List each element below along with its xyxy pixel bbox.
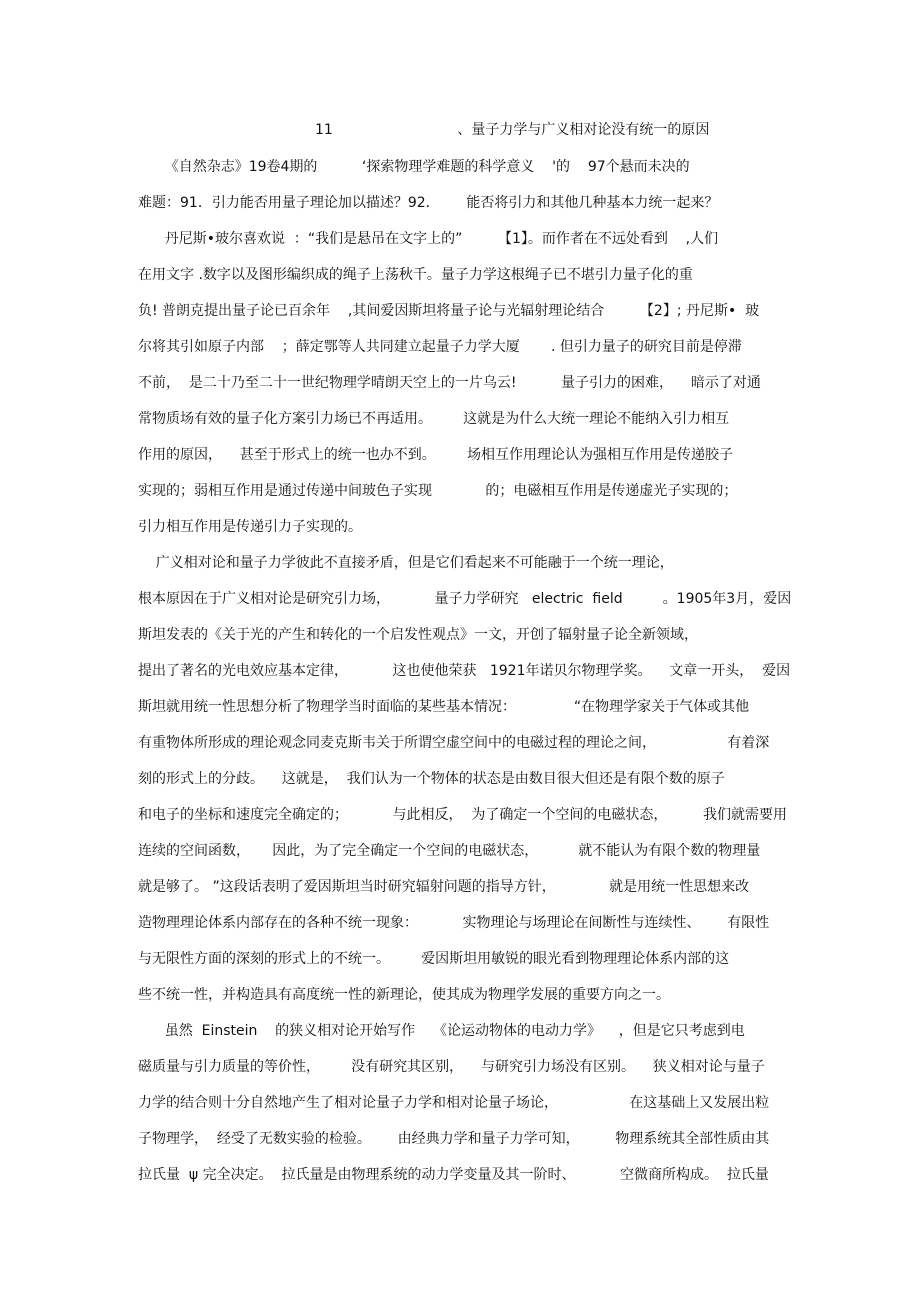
text-line: 实现的；弱相互作用是通过传递中间玻色子实现 的；电磁相互作用是传递虚光子实现的；	[138, 483, 738, 499]
text-line: 广义相对论和量子力学彼此不直接矛盾，但是它们看起来不可能融于一个统一理论，	[138, 555, 674, 571]
text-line: 不前， 是二十乃至二十一世纪物理学晴朗天空上的一片乌云! 量子引力的困难， 暗示了对通	[138, 375, 761, 391]
text-line: 些不统一性，并构造具有高度统一性的新理论，使其成为物理学发展的重要方向之一。	[138, 987, 670, 1003]
text-line: 和电子的坐标和速度完全确定的； 与此相反， 为了确定一个空间的电磁状态， 我们就需要用	[138, 807, 788, 823]
text-line: 就是够了。 ”这段话表明了爱因斯坦当时研究辐射问题的指导方针， 就是用统一性思想来改	[138, 879, 750, 895]
text-line: 拉氏量 ψ 完全决定。 拉氏量是由物理系统的动力学变量及其一阶时、 空微商所构成。 拉氏量	[138, 1167, 769, 1183]
document-title: 11 、量子力学与广义相对论没有统一的原因	[315, 122, 710, 138]
text-line: 虽然 Einstein 的狭义相对论开始写作 《论运动物体的电动力学》 ，但是它只考虑到电	[138, 1023, 745, 1039]
text-line: 难题：91．引力能否用量子理论加以描述？92． 能否将引力和其他几种基本力统一起来？	[138, 195, 719, 211]
text-line: 有重物体所形成的理论观念同麦克斯韦关于所谓空虚空间中的电磁过程的理论之间， 有着深	[138, 735, 770, 751]
text-line: 常物质场有效的量子化方案引力场已不再适用。 这就是为什么大统一理论不能纳入引力相互	[138, 411, 730, 427]
text-line: 力学的结合则十分自然地产生了相对论量子力学和相对论量子场论， 在这基础上又发展出粒	[138, 1095, 770, 1111]
text-line: 刻的形式上的分歧。 这就是， 我们认为一个物体的状态是由数目很大但还是有限个数的原子	[138, 771, 725, 787]
text-line: 引力相互作用是传递引力子实现的。	[138, 519, 362, 535]
text-line: 《自然杂志》19卷4期的 ‘探索物理学难题的科学意义 '的 97个悬而未决的	[138, 159, 690, 175]
text-line: 作用的原因， 甚至于形式上的统一也办不到。 场相互作用理论认为强相互作用是传递胶子	[138, 447, 733, 463]
text-line: 负! 普朗克提出量子论已百余年 ,其间爱因斯坦将量子论与光辐射理论结合 【2】; 丹尼斯• 玻	[138, 303, 760, 319]
text-line: 斯坦就用统一性思想分析了物理学当时面临的某些基本情况： “在物理学家关于气体或其他	[138, 699, 750, 715]
text-line: 在用文字 .数字以及图形编织成的绳子上荡秋千。量子力学这根绳子已不堪引力量子化的重	[138, 267, 693, 283]
text-line: 提出了著名的光电效应基本定律， 这也使他荣获 1921年诺贝尔物理学奖。 文章一开头， 爱因	[138, 663, 791, 679]
text-line: 磁质量与引力质量的等价性， 没有研究其区别， 与研究引力场没有区别。 狭义相对论与量子	[138, 1059, 765, 1075]
text-line: 造物理理论体系内部存在的各种不统一现象： 实物理论与场理论在间断性与连续性、 有限性	[138, 915, 770, 931]
text-line: 根本原因在于广义相对论是研究引力场， 量子力学研究 electric field 。1905年3月，爱因	[138, 591, 792, 607]
text-line: 子物理学， 经受了无数实验的检验。 由经典力学和量子力学可知， 物理系统其全部性质由其	[138, 1131, 770, 1147]
text-line: 丹尼斯•玻尔喜欢说 ：“我们是悬吊在文字上的” 【1】。而作者在不远处看到 ,人们	[138, 231, 719, 247]
text-line: 斯坦发表的《关于光的产生和转化的一个启发性观点》一文，开创了辐射量子论全新领域，	[138, 627, 698, 643]
text-line: 与无限性方面的深刻的形式上的不统一。 爱因斯坦用敏锐的眼光看到物理理论体系内部的这	[138, 951, 730, 967]
text-line: 连续的空间函数， 因此，为了完全确定一个空间的电磁状态， 就不能认为有限个数的物理量	[138, 843, 761, 859]
text-line: 尔将其引如原子内部 ；薛定鄂等人共同建立起量子力学大厦 . 但引力量子的研究目前是停滞	[138, 339, 742, 355]
